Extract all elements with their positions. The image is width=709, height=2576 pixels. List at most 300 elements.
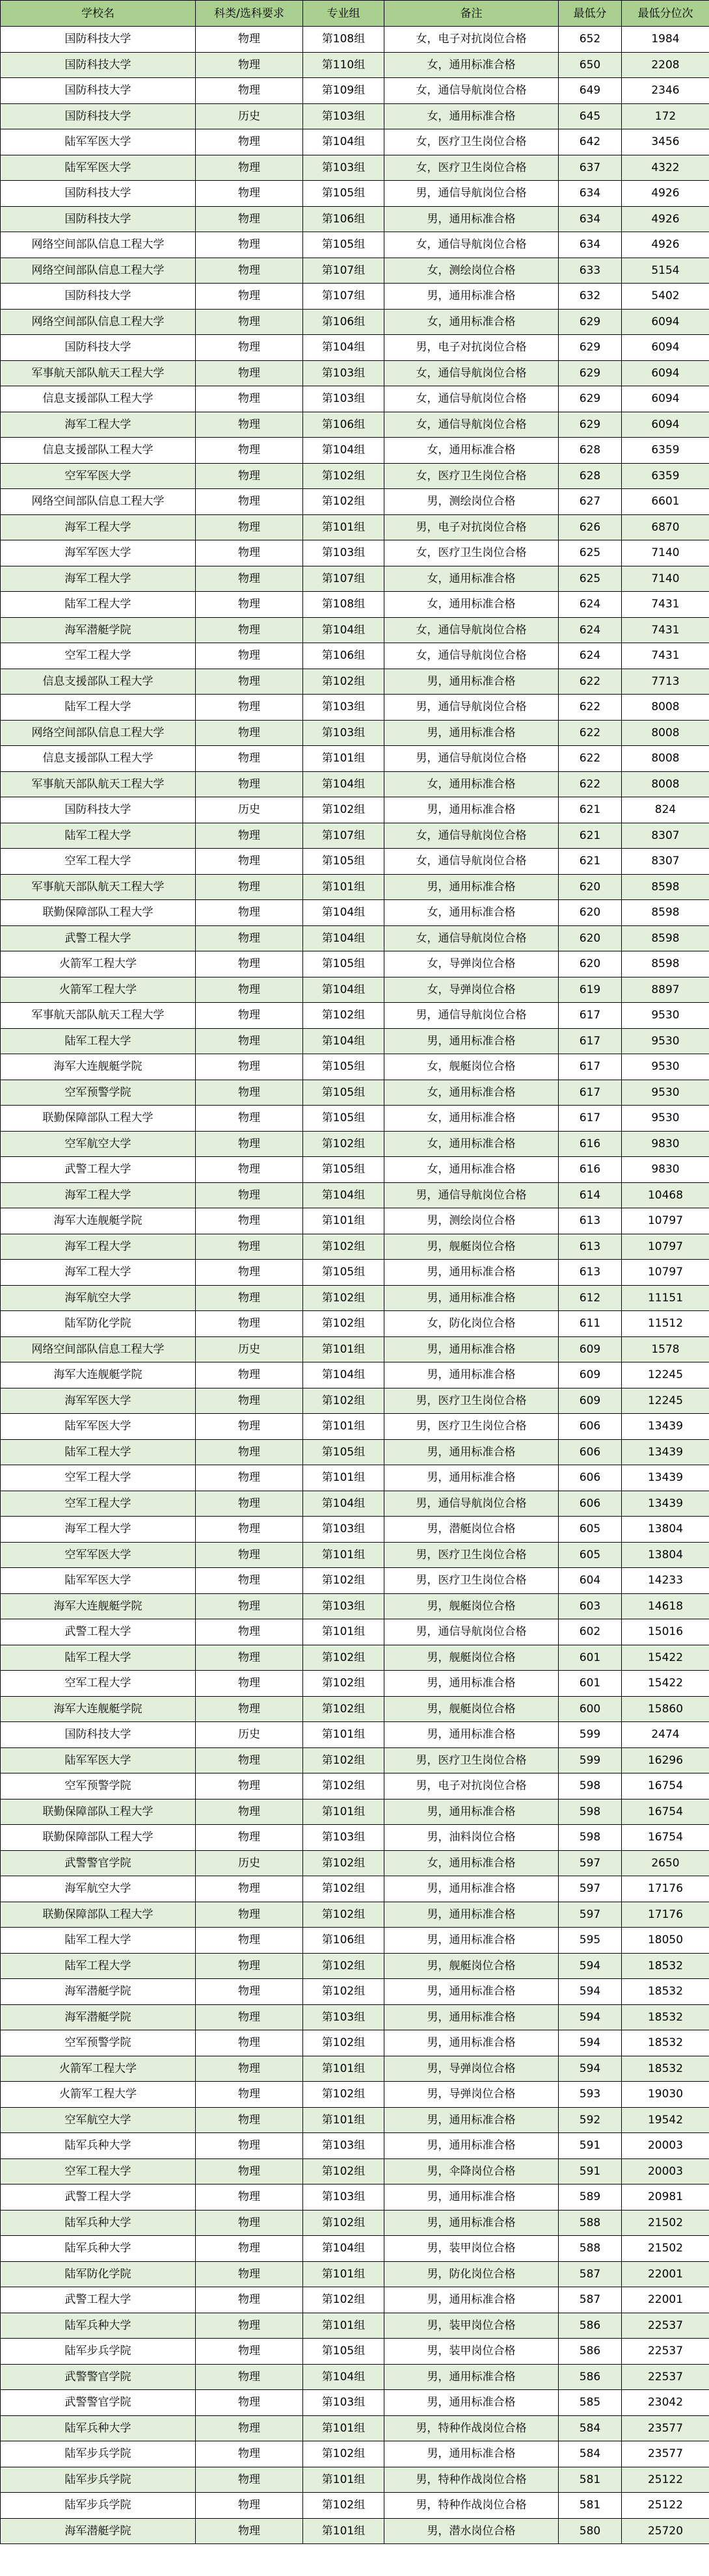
note-cell: 女，通信导航岗位合格 (384, 360, 559, 386)
min-score-cell: 594 (559, 1953, 622, 1979)
note-cell: 男，医疗卫生岗位合格 (384, 1414, 559, 1440)
school-cell: 空军工程大学 (1, 1491, 196, 1517)
table-row (1, 1439, 709, 1465)
group-cell: 第102组 (303, 2030, 384, 2056)
table-row (1, 2467, 709, 2493)
note-cell: 女，通信导航岗位合格 (384, 849, 559, 875)
min-rank-cell: 172 (622, 103, 709, 129)
note-cell: 男，通用标准合格 (384, 2184, 559, 2211)
subject-cell: 物理 (196, 695, 303, 721)
group-cell: 第102组 (303, 1234, 384, 1260)
min-score-cell: 629 (559, 412, 622, 438)
table-row (1, 1619, 709, 1645)
min-rank-cell: 9830 (622, 1157, 709, 1183)
note-cell: 男，通用标准合格 (384, 1902, 559, 1928)
min-rank-cell: 12245 (622, 1362, 709, 1388)
min-score-cell: 612 (559, 1285, 622, 1311)
min-score-cell: 587 (559, 2287, 622, 2313)
group-cell: 第104组 (303, 2236, 384, 2262)
min-rank-cell: 13804 (622, 1517, 709, 1543)
school-cell: 网络空间部队信息工程大学 (1, 309, 196, 335)
header-min-rank: 最低分位次 (622, 1, 709, 27)
group-cell: 第104组 (303, 771, 384, 797)
table-row (1, 1953, 709, 1979)
group-cell: 第103组 (303, 695, 384, 721)
group-cell: 第104组 (303, 617, 384, 643)
min-score-cell: 637 (559, 155, 622, 181)
table-row (1, 1131, 709, 1157)
group-cell: 第101组 (303, 1619, 384, 1645)
note-cell: 男，通信导航岗位合格 (384, 1491, 559, 1517)
group-cell: 第105组 (303, 849, 384, 875)
table-row (1, 1003, 709, 1029)
min-rank-cell: 21502 (622, 2236, 709, 2262)
note-cell: 男，通用标准合格 (384, 206, 559, 232)
school-cell: 海军航空大学 (1, 1285, 196, 1311)
min-score-cell: 609 (559, 1388, 622, 1414)
table-row (1, 566, 709, 592)
subject-cell: 物理 (196, 463, 303, 489)
note-cell: 女，通用标准合格 (384, 1106, 559, 1132)
school-cell: 陆军军医大学 (1, 1747, 196, 1773)
min-score-cell: 613 (559, 1260, 622, 1286)
min-rank-cell: 4322 (622, 155, 709, 181)
school-cell: 陆军防化学院 (1, 2261, 196, 2287)
subject-cell: 物理 (196, 900, 303, 926)
group-cell: 第102组 (303, 1131, 384, 1157)
subject-cell: 物理 (196, 284, 303, 310)
note-cell: 男，特种作战岗位合格 (384, 2415, 559, 2441)
min-rank-cell: 13439 (622, 1491, 709, 1517)
min-score-cell: 586 (559, 2339, 622, 2365)
min-rank-cell: 23042 (622, 2390, 709, 2416)
note-cell: 男，特种作战岗位合格 (384, 2467, 559, 2493)
subject-cell: 物理 (196, 2339, 303, 2365)
table-row (1, 1542, 709, 1568)
table-row (1, 2030, 709, 2056)
school-cell: 空军航空大学 (1, 1131, 196, 1157)
school-cell: 火箭军工程大学 (1, 977, 196, 1003)
school-cell: 陆军工程大学 (1, 1439, 196, 1465)
min-score-cell: 606 (559, 1491, 622, 1517)
subject-cell: 物理 (196, 1825, 303, 1851)
table-row (1, 2158, 709, 2184)
min-score-cell: 594 (559, 2004, 622, 2030)
school-cell: 海军潜艇学院 (1, 2004, 196, 2030)
min-rank-cell: 22537 (622, 2364, 709, 2390)
group-cell: 第101组 (303, 2261, 384, 2287)
note-cell: 男，通用标准合格 (384, 1799, 559, 1825)
subject-cell: 物理 (196, 720, 303, 746)
school-cell: 国防科技大学 (1, 181, 196, 207)
min-score-cell: 625 (559, 566, 622, 592)
table-row (1, 823, 709, 849)
school-cell: 空军工程大学 (1, 1671, 196, 1697)
school-cell: 联勤保障部队工程大学 (1, 900, 196, 926)
min-rank-cell: 7431 (622, 592, 709, 618)
group-cell: 第102组 (303, 2082, 384, 2108)
subject-cell: 物理 (196, 1979, 303, 2005)
school-cell: 网络空间部队信息工程大学 (1, 258, 196, 284)
subject-cell: 历史 (196, 1850, 303, 1876)
note-cell: 男，通用标准合格 (384, 2107, 559, 2133)
note-cell: 男，油料岗位合格 (384, 1825, 559, 1851)
note-cell: 男，通用标准合格 (384, 1362, 559, 1388)
school-cell: 陆军兵种大学 (1, 2313, 196, 2339)
note-cell: 男，通用标准合格 (384, 2004, 559, 2030)
min-score-cell: 617 (559, 1054, 622, 1080)
group-cell: 第107组 (303, 566, 384, 592)
min-score-cell: 621 (559, 797, 622, 823)
min-rank-cell: 13439 (622, 1465, 709, 1491)
school-cell: 军事航天部队航天工程大学 (1, 360, 196, 386)
note-cell: 男，防化岗位合格 (384, 2261, 559, 2287)
min-rank-cell: 9530 (622, 1106, 709, 1132)
group-cell: 第102组 (303, 1388, 384, 1414)
note-cell: 男，通信导航岗位合格 (384, 746, 559, 772)
subject-cell: 物理 (196, 925, 303, 951)
min-score-cell: 616 (559, 1157, 622, 1183)
group-cell: 第104组 (303, 129, 384, 155)
min-rank-cell: 16754 (622, 1799, 709, 1825)
group-cell: 第101组 (303, 874, 384, 900)
table-row (1, 771, 709, 797)
group-cell: 第104组 (303, 925, 384, 951)
subject-cell: 物理 (196, 2133, 303, 2159)
group-cell: 第106组 (303, 309, 384, 335)
note-cell: 女，通用标准合格 (384, 592, 559, 618)
min-rank-cell: 4926 (622, 181, 709, 207)
subject-cell: 物理 (196, 52, 303, 78)
subject-cell: 物理 (196, 1234, 303, 1260)
note-cell: 男，通用标准合格 (384, 284, 559, 310)
note-cell: 男，导弹岗位合格 (384, 2082, 559, 2108)
table-row (1, 1182, 709, 1208)
min-rank-cell: 8307 (622, 823, 709, 849)
group-cell: 第101组 (303, 1414, 384, 1440)
min-score-cell: 629 (559, 309, 622, 335)
table-row (1, 309, 709, 335)
min-rank-cell: 6870 (622, 514, 709, 540)
subject-cell: 物理 (196, 2184, 303, 2211)
subject-cell: 物理 (196, 2107, 303, 2133)
school-cell: 海军大连舰艇学院 (1, 1208, 196, 1234)
min-rank-cell: 20003 (622, 2158, 709, 2184)
school-cell: 海军大连舰艇学院 (1, 1362, 196, 1388)
table-row (1, 540, 709, 566)
min-score-cell: 598 (559, 1773, 622, 1799)
min-rank-cell: 10797 (622, 1260, 709, 1286)
min-score-cell: 597 (559, 1902, 622, 1928)
subject-cell: 物理 (196, 1182, 303, 1208)
min-rank-cell: 11151 (622, 1285, 709, 1311)
subject-cell: 物理 (196, 771, 303, 797)
note-cell: 女，通用标准合格 (384, 566, 559, 592)
min-score-cell: 591 (559, 2133, 622, 2159)
note-cell: 男，特种作战岗位合格 (384, 2493, 559, 2519)
note-cell: 男，潜艇岗位合格 (384, 1517, 559, 1543)
min-score-cell: 628 (559, 438, 622, 464)
min-score-cell: 606 (559, 1439, 622, 1465)
min-score-cell: 605 (559, 1517, 622, 1543)
note-cell: 女，舰艇岗位合格 (384, 1054, 559, 1080)
school-cell: 陆军军医大学 (1, 155, 196, 181)
subject-cell: 物理 (196, 1260, 303, 1286)
note-cell: 女，医疗卫生岗位合格 (384, 540, 559, 566)
group-cell: 第107组 (303, 823, 384, 849)
min-score-cell: 584 (559, 2441, 622, 2467)
table-row (1, 1465, 709, 1491)
group-cell: 第104组 (303, 1182, 384, 1208)
table-row (1, 2210, 709, 2236)
min-score-cell: 599 (559, 1747, 622, 1773)
subject-cell: 物理 (196, 2236, 303, 2262)
school-cell: 海军军医大学 (1, 1388, 196, 1414)
subject-cell: 物理 (196, 2261, 303, 2287)
min-rank-cell: 2650 (622, 1850, 709, 1876)
school-cell: 海军航空大学 (1, 1876, 196, 1902)
school-cell: 空军军医大学 (1, 1542, 196, 1568)
note-cell: 女，通用标准合格 (384, 1131, 559, 1157)
subject-cell: 物理 (196, 1696, 303, 1722)
note-cell: 男，通信导航岗位合格 (384, 181, 559, 207)
note-cell: 女，通用标准合格 (384, 438, 559, 464)
school-cell: 火箭军工程大学 (1, 2056, 196, 2082)
note-cell: 男，通用标准合格 (384, 1285, 559, 1311)
min-rank-cell: 15016 (622, 1619, 709, 1645)
min-rank-cell: 6359 (622, 463, 709, 489)
min-score-cell: 586 (559, 2364, 622, 2390)
subject-cell: 物理 (196, 669, 303, 695)
table-row (1, 1285, 709, 1311)
min-score-cell: 592 (559, 2107, 622, 2133)
table-row (1, 2390, 709, 2416)
min-score-cell: 609 (559, 1362, 622, 1388)
school-cell: 陆军工程大学 (1, 1928, 196, 1954)
subject-cell: 物理 (196, 2313, 303, 2339)
min-score-cell: 617 (559, 1003, 622, 1029)
min-rank-cell: 824 (622, 797, 709, 823)
note-cell: 男，通用标准合格 (384, 2287, 559, 2313)
subject-cell: 物理 (196, 360, 303, 386)
note-cell: 女，通信导航岗位合格 (384, 232, 559, 258)
min-rank-cell: 6094 (622, 412, 709, 438)
min-score-cell: 589 (559, 2184, 622, 2211)
subject-cell: 物理 (196, 874, 303, 900)
subject-cell: 物理 (196, 2082, 303, 2108)
table-row (1, 977, 709, 1003)
group-cell: 第104组 (303, 438, 384, 464)
table-row (1, 1593, 709, 1619)
note-cell: 男，通信导航岗位合格 (384, 1619, 559, 1645)
group-cell: 第106组 (303, 412, 384, 438)
min-rank-cell: 21502 (622, 2210, 709, 2236)
note-cell: 男，通用标准合格 (384, 669, 559, 695)
min-score-cell: 601 (559, 1645, 622, 1671)
min-rank-cell: 10468 (622, 1182, 709, 1208)
table-row (1, 2364, 709, 2390)
subject-cell: 物理 (196, 1439, 303, 1465)
min-rank-cell: 7713 (622, 669, 709, 695)
min-score-cell: 624 (559, 592, 622, 618)
min-rank-cell: 7431 (622, 643, 709, 669)
note-cell: 男，通用标准合格 (384, 1876, 559, 1902)
min-score-cell: 632 (559, 284, 622, 310)
min-score-cell: 649 (559, 78, 622, 104)
school-cell: 联勤保障部队工程大学 (1, 1825, 196, 1851)
min-score-cell: 652 (559, 27, 622, 53)
table-row (1, 1260, 709, 1286)
table-row (1, 27, 709, 53)
min-score-cell: 629 (559, 360, 622, 386)
min-rank-cell: 6601 (622, 489, 709, 515)
note-cell: 女，通用标准合格 (384, 771, 559, 797)
note-cell: 女，通用标准合格 (384, 52, 559, 78)
min-rank-cell: 6094 (622, 335, 709, 361)
table-row (1, 1876, 709, 1902)
min-score-cell: 588 (559, 2210, 622, 2236)
table-row (1, 335, 709, 361)
school-cell: 陆军工程大学 (1, 1645, 196, 1671)
table-row (1, 360, 709, 386)
subject-cell: 物理 (196, 617, 303, 643)
school-cell: 海军工程大学 (1, 1182, 196, 1208)
subject-cell: 物理 (196, 1157, 303, 1183)
min-score-cell: 627 (559, 489, 622, 515)
subject-cell: 物理 (196, 2210, 303, 2236)
note-cell: 男，潜水岗位合格 (384, 2518, 559, 2544)
subject-cell: 物理 (196, 27, 303, 53)
min-rank-cell: 8598 (622, 874, 709, 900)
school-cell: 国防科技大学 (1, 78, 196, 104)
group-cell: 第101组 (303, 1799, 384, 1825)
min-score-cell: 622 (559, 695, 622, 721)
min-rank-cell: 6359 (622, 438, 709, 464)
min-score-cell: 622 (559, 720, 622, 746)
min-rank-cell: 15422 (622, 1645, 709, 1671)
min-score-cell: 584 (559, 2415, 622, 2441)
min-rank-cell: 10797 (622, 1208, 709, 1234)
school-cell: 武警工程大学 (1, 2287, 196, 2313)
group-cell: 第106组 (303, 643, 384, 669)
school-cell: 陆军兵种大学 (1, 2415, 196, 2441)
subject-cell: 物理 (196, 540, 303, 566)
school-cell: 海军大连舰艇学院 (1, 1054, 196, 1080)
subject-cell: 物理 (196, 1491, 303, 1517)
table-row (1, 258, 709, 284)
table-body (1, 27, 709, 2544)
subject-cell: 物理 (196, 1003, 303, 1029)
table-row (1, 1362, 709, 1388)
table-row (1, 643, 709, 669)
note-cell: 男，舰艇岗位合格 (384, 1234, 559, 1260)
group-cell: 第101组 (303, 2107, 384, 2133)
min-score-cell: 597 (559, 1876, 622, 1902)
subject-cell: 物理 (196, 2493, 303, 2519)
subject-cell: 物理 (196, 335, 303, 361)
group-cell: 第102组 (303, 1311, 384, 1337)
school-cell: 陆军军医大学 (1, 1568, 196, 1594)
school-cell: 空军预警学院 (1, 1773, 196, 1799)
min-rank-cell: 9530 (622, 1003, 709, 1029)
note-cell: 男，通用标准合格 (384, 1979, 559, 2005)
note-cell: 男，装甲岗位合格 (384, 2313, 559, 2339)
subject-cell: 物理 (196, 1311, 303, 1337)
table-row (1, 78, 709, 104)
group-cell: 第104组 (303, 1362, 384, 1388)
school-cell: 陆军兵种大学 (1, 2133, 196, 2159)
school-cell: 海军工程大学 (1, 1517, 196, 1543)
note-cell: 男，通用标准合格 (384, 1260, 559, 1286)
subject-cell: 物理 (196, 2030, 303, 2056)
note-cell: 男，医疗卫生岗位合格 (384, 1568, 559, 1594)
subject-cell: 物理 (196, 1208, 303, 1234)
group-cell: 第104组 (303, 900, 384, 926)
min-rank-cell: 8897 (622, 977, 709, 1003)
header-subject: 科类/选科要求 (196, 1, 303, 27)
school-cell: 联勤保障部队工程大学 (1, 1106, 196, 1132)
group-cell: 第102组 (303, 2210, 384, 2236)
school-cell: 海军潜艇学院 (1, 2518, 196, 2544)
min-score-cell: 605 (559, 1542, 622, 1568)
table-row (1, 1517, 709, 1543)
min-score-cell: 591 (559, 2158, 622, 2184)
subject-cell: 物理 (196, 1106, 303, 1132)
min-score-cell: 580 (559, 2518, 622, 2544)
min-rank-cell: 18050 (622, 1928, 709, 1954)
min-score-cell: 634 (559, 232, 622, 258)
group-cell: 第102组 (303, 1568, 384, 1594)
min-rank-cell: 16754 (622, 1825, 709, 1851)
table-row (1, 1208, 709, 1234)
school-cell: 国防科技大学 (1, 206, 196, 232)
min-score-cell: 622 (559, 771, 622, 797)
table-row (1, 951, 709, 977)
min-rank-cell: 8008 (622, 695, 709, 721)
min-score-cell: 586 (559, 2313, 622, 2339)
min-score-cell: 585 (559, 2390, 622, 2416)
school-cell: 海军工程大学 (1, 1234, 196, 1260)
group-cell: 第101组 (303, 1722, 384, 1748)
min-score-cell: 633 (559, 258, 622, 284)
table-row (1, 1902, 709, 1928)
note-cell: 男，伞降岗位合格 (384, 2158, 559, 2184)
group-cell: 第103组 (303, 103, 384, 129)
note-cell: 男，通用标准合格 (384, 1465, 559, 1491)
table-row (1, 874, 709, 900)
min-rank-cell: 4926 (622, 206, 709, 232)
subject-cell: 物理 (196, 258, 303, 284)
table-row (1, 1054, 709, 1080)
table-row (1, 2415, 709, 2441)
subject-cell: 物理 (196, 2004, 303, 2030)
header-min-score: 最低分 (559, 1, 622, 27)
note-cell: 女，医疗卫生岗位合格 (384, 155, 559, 181)
school-cell: 武警工程大学 (1, 925, 196, 951)
school-cell: 国防科技大学 (1, 335, 196, 361)
table-row (1, 206, 709, 232)
table-row (1, 2056, 709, 2082)
table-row (1, 797, 709, 823)
subject-cell: 历史 (196, 1722, 303, 1748)
min-rank-cell: 18532 (622, 1979, 709, 2005)
table-row (1, 1234, 709, 1260)
school-cell: 武警工程大学 (1, 1619, 196, 1645)
subject-cell: 物理 (196, 1953, 303, 1979)
school-cell: 国防科技大学 (1, 103, 196, 129)
table-row (1, 1928, 709, 1954)
table-row (1, 1491, 709, 1517)
